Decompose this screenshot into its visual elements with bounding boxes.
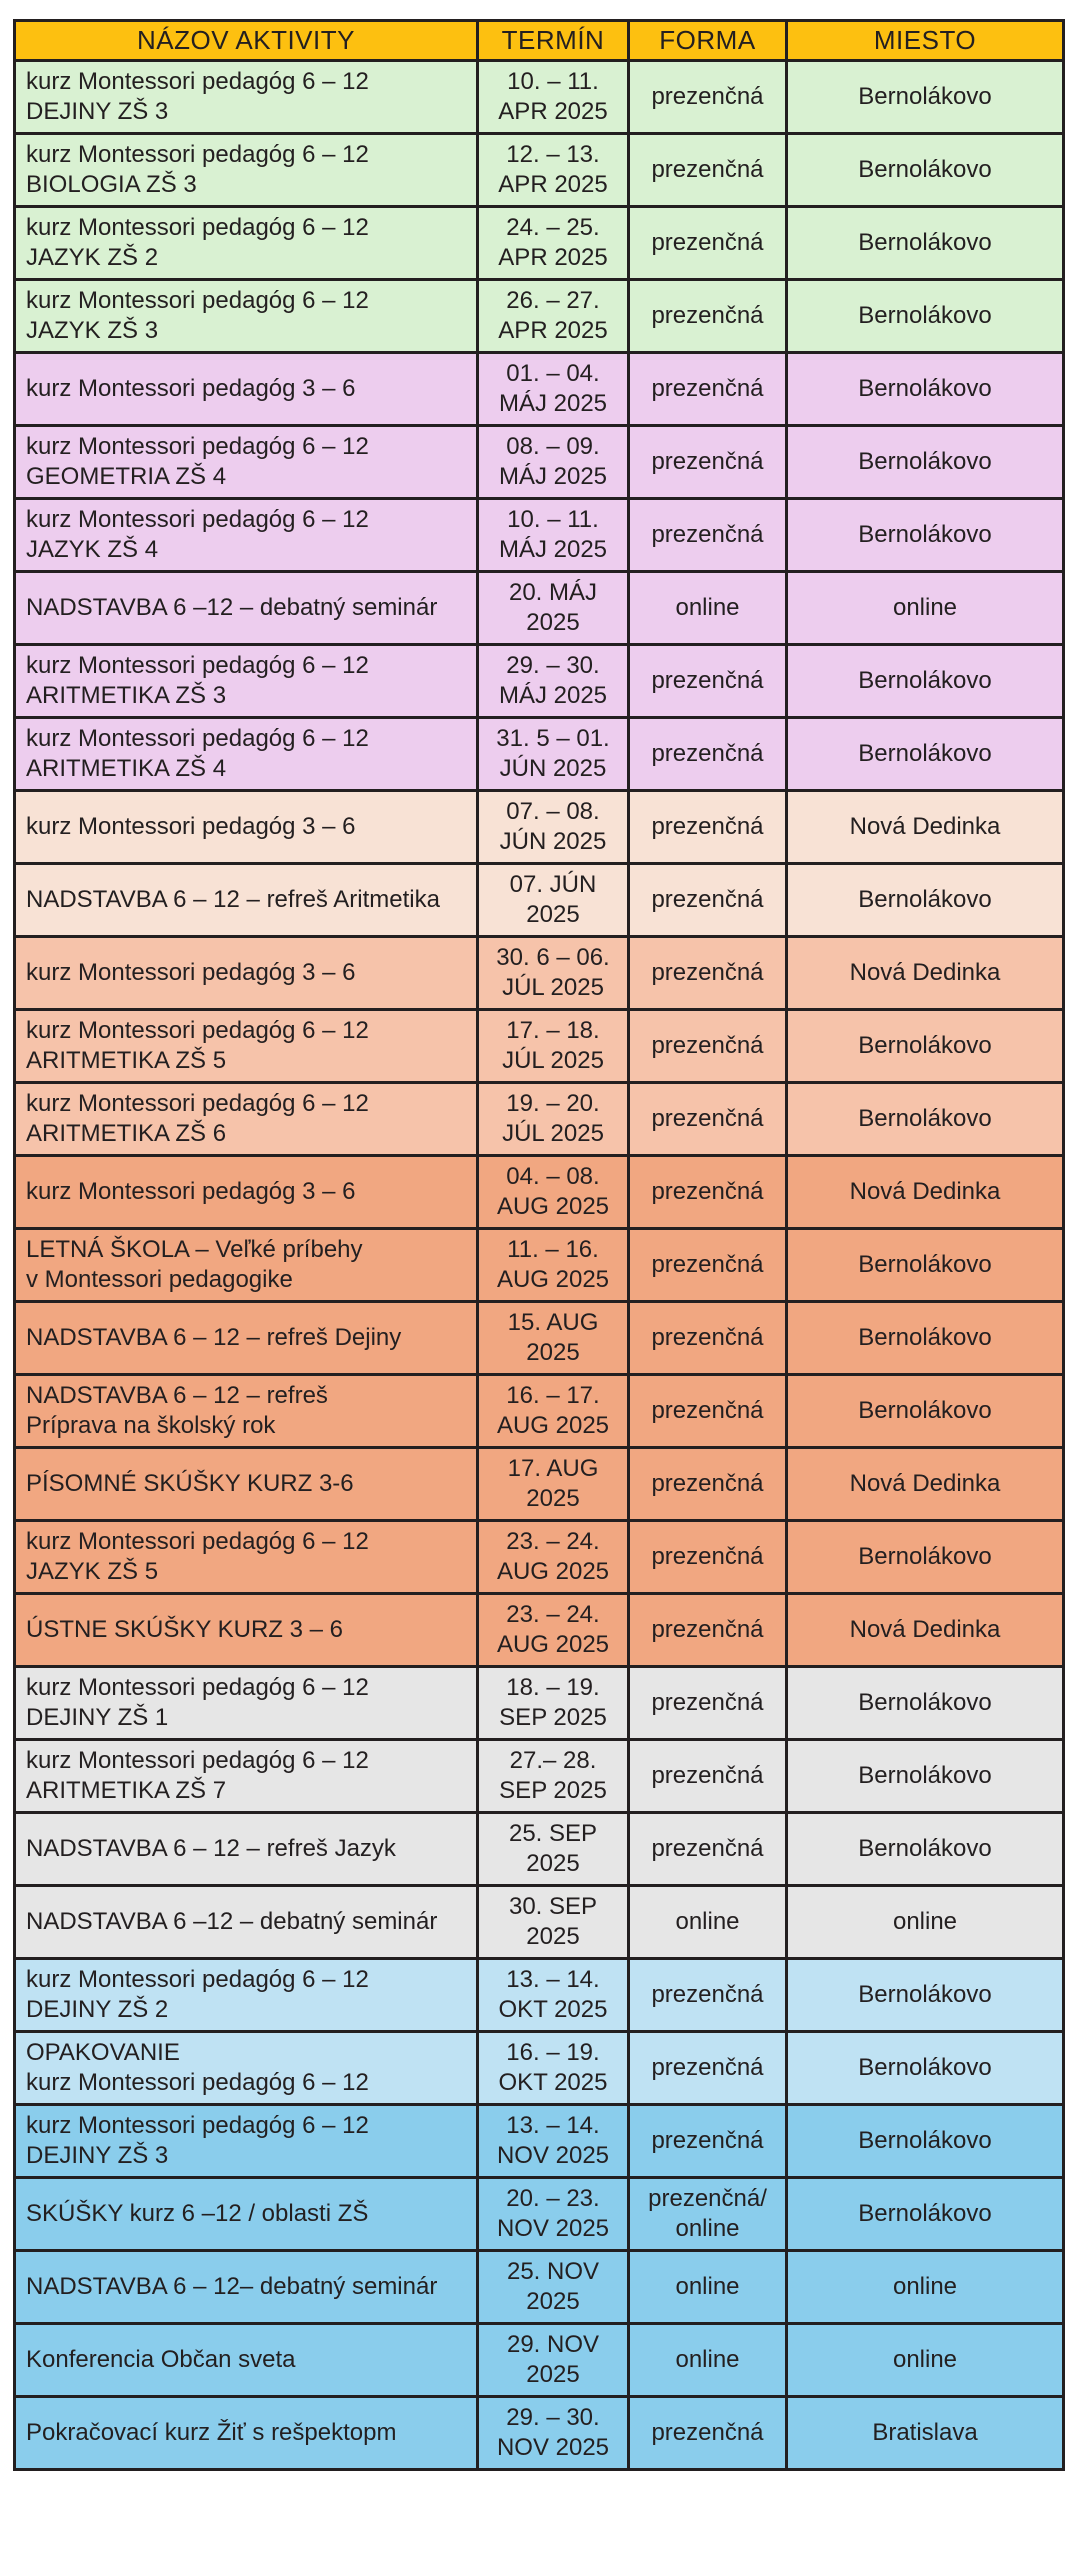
form-cell: prezenčná xyxy=(629,426,787,499)
form-cell: prezenčná xyxy=(629,2032,787,2105)
date-cell: 23. – 24. AUG 2025 xyxy=(478,1521,629,1594)
table-row xyxy=(15,1521,1064,1594)
table-row xyxy=(15,280,1064,353)
table-row xyxy=(15,207,1064,280)
form-cell: prezenčná xyxy=(629,207,787,280)
place-cell: online xyxy=(787,1886,1064,1959)
table-row xyxy=(15,426,1064,499)
date-cell: 16. – 19. OKT 2025 xyxy=(478,2032,629,2105)
activity-name-cell: NADSTAVBA 6 – 12 – refreš Príprava na školský rok xyxy=(15,1375,478,1448)
form-cell: online xyxy=(629,2324,787,2397)
place-cell: Bernolákovo xyxy=(787,207,1064,280)
place-cell: Bernolákovo xyxy=(787,61,1064,134)
table-row xyxy=(15,2178,1064,2251)
place-cell: Bernolákovo xyxy=(787,645,1064,718)
place-cell: Bernolákovo xyxy=(787,1959,1064,2032)
table-row xyxy=(15,499,1064,572)
activity-name-cell: SKÚŠKY kurz 6 –12 / oblasti ZŠ xyxy=(15,2178,478,2251)
form-cell: prezenčná xyxy=(629,1083,787,1156)
form-cell: prezenčná/ online xyxy=(629,2178,787,2251)
date-cell: 18. – 19. SEP 2025 xyxy=(478,1667,629,1740)
date-cell: 07. – 08. JÚN 2025 xyxy=(478,791,629,864)
form-cell: prezenčná xyxy=(629,280,787,353)
date-cell: 25. SEP 2025 xyxy=(478,1813,629,1886)
form-cell: prezenčná xyxy=(629,1813,787,1886)
place-cell: Bernolákovo xyxy=(787,2105,1064,2178)
activity-name-cell: kurz Montessori pedagóg 6 – 12 BIOLOGIA ZŠ 3 xyxy=(15,134,478,207)
form-cell: prezenčná xyxy=(629,2397,787,2470)
activity-name-cell: PÍSOMNÉ SKÚŠKY KURZ 3-6 xyxy=(15,1448,478,1521)
activity-name-cell: kurz Montessori pedagóg 6 – 12 DEJINY ZŠ 3 xyxy=(15,2105,478,2178)
table-row xyxy=(15,864,1064,937)
date-cell: 30. 6 – 06. JÚL 2025 xyxy=(478,937,629,1010)
form-cell: prezenčná xyxy=(629,1448,787,1521)
activity-name-cell: kurz Montessori pedagóg 6 – 12 ARITMETIKA ZŠ 6 xyxy=(15,1083,478,1156)
table-row xyxy=(15,1813,1064,1886)
schedule-table xyxy=(13,19,1065,2471)
table-row xyxy=(15,937,1064,1010)
activity-name-cell: kurz Montessori pedagóg 6 – 12 DEJINY ZŠ 3 xyxy=(15,61,478,134)
form-cell: prezenčná xyxy=(629,937,787,1010)
table-row xyxy=(15,1229,1064,1302)
activity-name-cell: kurz Montessori pedagóg 6 – 12 ARITMETIKA ZŠ 3 xyxy=(15,645,478,718)
date-cell: 25. NOV 2025 xyxy=(478,2251,629,2324)
activity-name-cell: kurz Montessori pedagóg 3 – 6 xyxy=(15,1156,478,1229)
date-cell: 10. – 11. APR 2025 xyxy=(478,61,629,134)
table-row xyxy=(15,2032,1064,2105)
place-cell: Bernolákovo xyxy=(787,2032,1064,2105)
activity-name-cell: LETNÁ ŠKOLA – Veľké príbehy v Montessori pedagogike xyxy=(15,1229,478,1302)
place-cell: Bernolákovo xyxy=(787,1229,1064,1302)
activity-name-cell: Konferencia Občan sveta xyxy=(15,2324,478,2397)
date-cell: 30. SEP 2025 xyxy=(478,1886,629,1959)
activity-name-cell: kurz Montessori pedagóg 6 – 12 GEOMETRIA ZŠ 4 xyxy=(15,426,478,499)
table-row xyxy=(15,718,1064,791)
activity-name-cell: kurz Montessori pedagóg 6 – 12 JAZYK ZŠ 2 xyxy=(15,207,478,280)
activity-name-cell: kurz Montessori pedagóg 3 – 6 xyxy=(15,791,478,864)
place-cell: Bernolákovo xyxy=(787,1813,1064,1886)
form-cell: prezenčná xyxy=(629,353,787,426)
activity-name-cell: kurz Montessori pedagóg 6 – 12 ARITMETIKA ZŠ 7 xyxy=(15,1740,478,1813)
activity-name-cell: kurz Montessori pedagóg 6 – 12 ARITMETIKA ZŠ 4 xyxy=(15,718,478,791)
place-cell: Bernolákovo xyxy=(787,1375,1064,1448)
place-cell: Bernolákovo xyxy=(787,718,1064,791)
activity-name-cell: kurz Montessori pedagóg 6 – 12 JAZYK ZŠ 5 xyxy=(15,1521,478,1594)
form-cell: prezenčná xyxy=(629,61,787,134)
table-row xyxy=(15,645,1064,718)
activity-name-cell: ÚSTNE SKÚŠKY KURZ 3 – 6 xyxy=(15,1594,478,1667)
place-cell: Bernolákovo xyxy=(787,1010,1064,1083)
table-row xyxy=(15,1959,1064,2032)
form-cell: prezenčná xyxy=(629,1740,787,1813)
date-cell: 15. AUG 2025 xyxy=(478,1302,629,1375)
form-cell: prezenčná xyxy=(629,1010,787,1083)
table-row xyxy=(15,2105,1064,2178)
form-cell: prezenčná xyxy=(629,499,787,572)
table-row xyxy=(15,2397,1064,2470)
place-cell: Nová Dedinka xyxy=(787,1156,1064,1229)
place-cell: Bratislava xyxy=(787,2397,1064,2470)
form-cell: prezenčná xyxy=(629,1594,787,1667)
date-cell: 13. – 14. OKT 2025 xyxy=(478,1959,629,2032)
table-row xyxy=(15,1886,1064,1959)
date-cell: 08. – 09. MÁJ 2025 xyxy=(478,426,629,499)
activity-name-cell: NADSTAVBA 6 – 12 – refreš Jazyk xyxy=(15,1813,478,1886)
header-activity-name: NÁZOV AKTIVITY xyxy=(15,21,478,61)
form-cell: prezenčná xyxy=(629,1375,787,1448)
date-cell: 23. – 24. AUG 2025 xyxy=(478,1594,629,1667)
table-row xyxy=(15,1667,1064,1740)
form-cell: prezenčná xyxy=(629,791,787,864)
header-row xyxy=(15,21,1064,61)
activity-name-cell: kurz Montessori pedagóg 3 – 6 xyxy=(15,937,478,1010)
date-cell: 07. JÚN 2025 xyxy=(478,864,629,937)
place-cell: Bernolákovo xyxy=(787,280,1064,353)
header-date: TERMÍN xyxy=(478,21,629,61)
date-cell: 17. – 18. JÚL 2025 xyxy=(478,1010,629,1083)
table-row xyxy=(15,572,1064,645)
place-cell: Bernolákovo xyxy=(787,1667,1064,1740)
table-row xyxy=(15,2251,1064,2324)
activity-name-cell: NADSTAVBA 6 –12 – debatný seminár xyxy=(15,572,478,645)
activity-name-cell: NADSTAVBA 6 – 12 – refreš Aritmetika xyxy=(15,864,478,937)
place-cell: Nová Dedinka xyxy=(787,791,1064,864)
activity-name-cell: Pokračovací kurz Žiť s rešpektopm xyxy=(15,2397,478,2470)
table-row xyxy=(15,134,1064,207)
date-cell: 04. – 08. AUG 2025 xyxy=(478,1156,629,1229)
activity-name-cell: NADSTAVBA 6 –12 – debatný seminár xyxy=(15,1886,478,1959)
header-place: MIESTO xyxy=(787,21,1064,61)
place-cell: Bernolákovo xyxy=(787,499,1064,572)
date-cell: 11. – 16. AUG 2025 xyxy=(478,1229,629,1302)
activity-name-cell: NADSTAVBA 6 – 12– debatný seminár xyxy=(15,2251,478,2324)
place-cell: Nová Dedinka xyxy=(787,1448,1064,1521)
place-cell: online xyxy=(787,2324,1064,2397)
activity-name-cell: OPAKOVANIE kurz Montessori pedagóg 6 – 12 xyxy=(15,2032,478,2105)
table-row xyxy=(15,1594,1064,1667)
table-row xyxy=(15,1156,1064,1229)
place-cell: online xyxy=(787,572,1064,645)
place-cell: Bernolákovo xyxy=(787,1521,1064,1594)
form-cell: prezenčná xyxy=(629,864,787,937)
form-cell: prezenčná xyxy=(629,1521,787,1594)
place-cell: Bernolákovo xyxy=(787,353,1064,426)
place-cell: Bernolákovo xyxy=(787,1083,1064,1156)
form-cell: prezenčná xyxy=(629,1302,787,1375)
table-row xyxy=(15,1010,1064,1083)
activity-name-cell: kurz Montessori pedagóg 6 – 12 DEJINY ZŠ 2 xyxy=(15,1959,478,2032)
form-cell: online xyxy=(629,2251,787,2324)
date-cell: 20. MÁJ 2025 xyxy=(478,572,629,645)
place-cell: online xyxy=(787,2251,1064,2324)
table-row xyxy=(15,353,1064,426)
table-row xyxy=(15,791,1064,864)
date-cell: 19. – 20. JÚL 2025 xyxy=(478,1083,629,1156)
form-cell: prezenčná xyxy=(629,2105,787,2178)
place-cell: Nová Dedinka xyxy=(787,937,1064,1010)
place-cell: Bernolákovo xyxy=(787,134,1064,207)
table-row xyxy=(15,1740,1064,1813)
activity-name-cell: NADSTAVBA 6 – 12 – refreš Dejiny xyxy=(15,1302,478,1375)
activity-name-cell: kurz Montessori pedagóg 3 – 6 xyxy=(15,353,478,426)
date-cell: 24. – 25. APR 2025 xyxy=(478,207,629,280)
table-row xyxy=(15,1448,1064,1521)
table-row xyxy=(15,2324,1064,2397)
form-cell: prezenčná xyxy=(629,1959,787,2032)
schedule-rows xyxy=(15,61,1064,2470)
table-row xyxy=(15,1302,1064,1375)
table-row xyxy=(15,61,1064,134)
table-row xyxy=(15,1083,1064,1156)
form-cell: online xyxy=(629,1886,787,1959)
activity-name-cell: kurz Montessori pedagóg 6 – 12 JAZYK ZŠ 3 xyxy=(15,280,478,353)
place-cell: Bernolákovo xyxy=(787,864,1064,937)
place-cell: Nová Dedinka xyxy=(787,1594,1064,1667)
date-cell: 31. 5 – 01. JÚN 2025 xyxy=(478,718,629,791)
date-cell: 29. – 30. MÁJ 2025 xyxy=(478,645,629,718)
form-cell: prezenčná xyxy=(629,134,787,207)
place-cell: Bernolákovo xyxy=(787,1302,1064,1375)
date-cell: 10. – 11. MÁJ 2025 xyxy=(478,499,629,572)
activity-name-cell: kurz Montessori pedagóg 6 – 12 ARITMETIKA ZŠ 5 xyxy=(15,1010,478,1083)
date-cell: 01. – 04. MÁJ 2025 xyxy=(478,353,629,426)
date-cell: 26. – 27. APR 2025 xyxy=(478,280,629,353)
form-cell: prezenčná xyxy=(629,1667,787,1740)
place-cell: Bernolákovo xyxy=(787,1740,1064,1813)
header-form: FORMA xyxy=(629,21,787,61)
activity-name-cell: kurz Montessori pedagóg 6 – 12 JAZYK ZŠ 4 xyxy=(15,499,478,572)
date-cell: 13. – 14. NOV 2025 xyxy=(478,2105,629,2178)
date-cell: 29. – 30. NOV 2025 xyxy=(478,2397,629,2470)
form-cell: prezenčná xyxy=(629,718,787,791)
table-row xyxy=(15,1375,1064,1448)
form-cell: prezenčná xyxy=(629,645,787,718)
place-cell: Bernolákovo xyxy=(787,2178,1064,2251)
date-cell: 16. – 17. AUG 2025 xyxy=(478,1375,629,1448)
place-cell: Bernolákovo xyxy=(787,426,1064,499)
date-cell: 27.– 28. SEP 2025 xyxy=(478,1740,629,1813)
form-cell: prezenčná xyxy=(629,1156,787,1229)
activity-name-cell: kurz Montessori pedagóg 6 – 12 DEJINY ZŠ 1 xyxy=(15,1667,478,1740)
date-cell: 29. NOV 2025 xyxy=(478,2324,629,2397)
date-cell: 12. – 13. APR 2025 xyxy=(478,134,629,207)
form-cell: online xyxy=(629,572,787,645)
date-cell: 20. – 23. NOV 2025 xyxy=(478,2178,629,2251)
form-cell: prezenčná xyxy=(629,1229,787,1302)
date-cell: 17. AUG 2025 xyxy=(478,1448,629,1521)
